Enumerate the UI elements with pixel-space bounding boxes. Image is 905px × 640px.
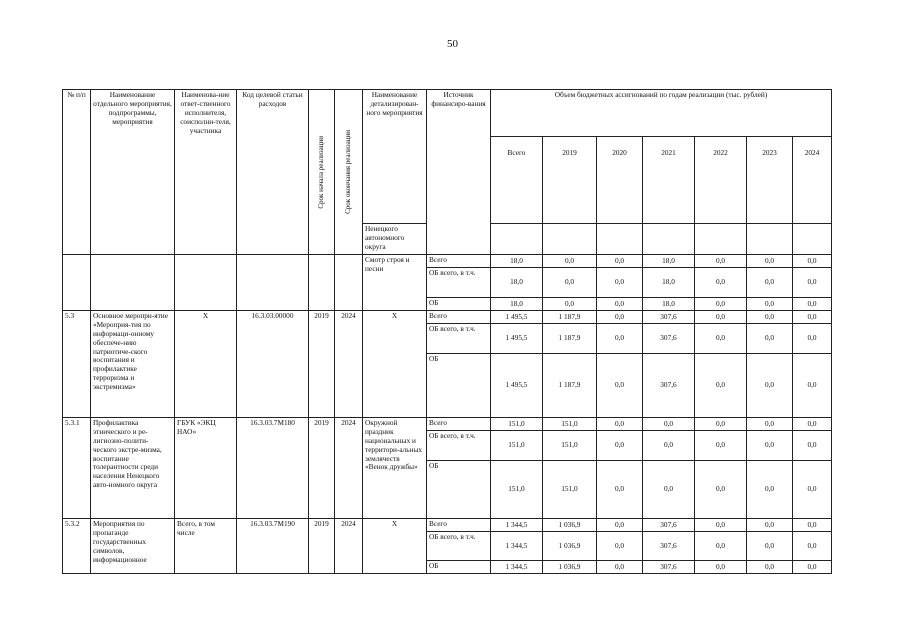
value-cell: 0,0 [597,354,643,418]
source-cell: ОБ [427,354,491,418]
row-executor: Х [175,311,237,418]
value-cell: 18,0 [491,255,543,268]
value-cell: 0,0 [695,255,747,268]
value-cell: 0,0 [747,532,793,561]
value-cell: 18,0 [491,298,543,311]
header-year-2024: 2024 [793,137,832,224]
source-cell: ОБ всего, в т.ч. [427,532,491,561]
value-cell: 0,0 [747,431,793,461]
value-cell: 0,0 [747,268,793,298]
row-start: 2019 [309,418,335,519]
value-cell: 151,0 [491,418,543,431]
row-code: 16.3.03.7М180 [237,418,309,519]
value-cell: 307,6 [643,354,695,418]
source-cell: ОБ [427,461,491,519]
value-cell: 0,0 [793,431,832,461]
value-cell: 0,0 [643,418,695,431]
row-detail: Х [363,311,427,418]
value-cell: 0,0 [597,255,643,268]
value-cell: 0,0 [695,311,747,324]
header-year-2021: 2021 [643,137,695,224]
value-cell: 0,0 [793,324,832,354]
value-cell: 1 495,5 [491,311,543,324]
value-cell: 307,6 [643,561,695,574]
value-cell: 1 036,9 [543,561,597,574]
value-cell: 0,0 [793,255,832,268]
value-cell: 0,0 [793,298,832,311]
value-cell: 0,0 [747,354,793,418]
value-cell: 0,0 [793,561,832,574]
value-cell: 0,0 [695,298,747,311]
row-end: 2024 [335,311,363,418]
value-cell: 0,0 [695,461,747,519]
value-cell: 0,0 [597,532,643,561]
row-code: 16.3.03.7М190 [237,519,309,574]
value-cell: 1 344,5 [491,519,543,532]
source-cell: ОБ [427,298,491,311]
value-cell: 0,0 [597,324,643,354]
row-name: Профилактика этнического и ре-лигиозно-полити-ческого экстре-мизма, воспитание толерантности среди населения Ненецкого авто-номного округа [91,418,175,519]
value-cell: 0,0 [747,324,793,354]
source-cell: Всего [427,311,491,324]
value-cell: 1 344,5 [491,532,543,561]
table-row [63,418,832,431]
value-cell: 0,0 [695,268,747,298]
row-detail: Окружной праздник национальных и территори-альных землячеств «Венок дружбы» [363,418,427,519]
row-detail: Х [363,519,427,574]
value-cell: 0,0 [747,418,793,431]
value-cell: 0,0 [747,461,793,519]
value-cell: 0,0 [695,431,747,461]
source-cell: ОБ всего, в т.ч. [427,324,491,354]
value-cell: 0,0 [793,354,832,418]
value-cell: 1 495,5 [491,324,543,354]
source-cell: Всего [427,255,491,268]
source-cell: Всего [427,519,491,532]
page-number: 50 [447,38,458,50]
value-cell: 0,0 [747,561,793,574]
row-start: 2019 [309,519,335,574]
row-executor: ГБУК «ЭКЦ НАО» [175,418,237,519]
header-volume: Объем бюджетных ассигнований по годам реализации (тыс. рублей) [491,90,832,137]
value-cell: 1 495,5 [491,354,543,418]
value-cell: 151,0 [491,431,543,461]
value-cell: 0,0 [543,298,597,311]
row-name: Мероприятия по пропаганде государственных символов, информационное [91,519,175,574]
header-year-2022: 2022 [695,137,747,224]
table-row [63,255,832,268]
value-cell: 18,0 [643,255,695,268]
source-cell: Всего [427,418,491,431]
value-cell: 151,0 [543,461,597,519]
value-cell: 307,6 [643,532,695,561]
row-number: 5.3 [63,311,91,418]
value-cell: 0,0 [793,268,832,298]
value-cell: 0,0 [597,561,643,574]
value-cell: 151,0 [543,431,597,461]
value-cell: 0,0 [543,268,597,298]
value-cell: 0,0 [597,418,643,431]
value-cell: 0,0 [695,354,747,418]
value-cell: 307,6 [643,324,695,354]
row-code: 16.3.03.00000 [237,311,309,418]
value-cell: 0,0 [793,311,832,324]
header-num: № п/п [63,90,91,255]
value-cell: 0,0 [597,461,643,519]
value-cell: 0,0 [597,519,643,532]
value-cell: 0,0 [793,461,832,519]
value-cell: 0,0 [793,532,832,561]
header-executor: Наименова-ние ответ-ственного исполнителя, соисполни-теля, участника [175,90,237,255]
header-code: Код целевой статьи расходов [237,90,309,255]
header-start: Срок начала реализации [309,90,335,255]
value-cell: 0,0 [747,519,793,532]
budget-table [62,89,832,574]
value-cell: 0,0 [695,532,747,561]
value-cell: 0,0 [643,431,695,461]
value-cell: 0,0 [695,519,747,532]
value-cell: 0,0 [793,418,832,431]
header-year-total: Всего [491,137,543,224]
source-cell: ОБ [427,561,491,574]
value-cell: 1 344,5 [491,561,543,574]
value-cell: 0,0 [747,311,793,324]
value-cell: 0,0 [747,255,793,268]
value-cell: 1 187,9 [543,311,597,324]
value-cell: 0,0 [543,255,597,268]
continuation-detail: Ненецкого автономного округа [363,224,427,255]
value-cell: 1 036,9 [543,532,597,561]
value-cell: 1 187,9 [543,324,597,354]
header-year-2020: 2020 [597,137,643,224]
header-source: Источник финансиро-вания [427,90,491,255]
table-row [63,519,832,532]
header-year-2019: 2019 [543,137,597,224]
value-cell: 1 036,9 [543,519,597,532]
header-detail: Наименование детализирован-ного мероприятия [363,90,427,224]
row-executor: Всего, в том числе [175,519,237,574]
value-cell: 0,0 [793,519,832,532]
value-cell: 0,0 [695,561,747,574]
value-cell: 151,0 [491,461,543,519]
value-cell: 307,6 [643,519,695,532]
row-end: 2024 [335,519,363,574]
header-end: Срок окончания реализации [335,90,363,255]
value-cell: 0,0 [695,418,747,431]
row-number: 5.3.2 [63,519,91,574]
value-cell: 0,0 [597,268,643,298]
source-cell: ОБ всего, в т.ч. [427,268,491,298]
value-cell: 307,6 [643,311,695,324]
row-number: 5.3.1 [63,418,91,519]
value-cell: 0,0 [597,298,643,311]
row-end: 2024 [335,418,363,519]
value-cell: 151,0 [543,418,597,431]
header-year-2023: 2023 [747,137,793,224]
value-cell: 0,0 [597,431,643,461]
row-start: 2019 [309,311,335,418]
table-row [63,311,832,324]
header-name: Наименование отдельного мероприятия, подпрограммы, мероприятия [91,90,175,255]
value-cell: 0,0 [747,298,793,311]
source-cell: ОБ всего, в т.ч. [427,431,491,461]
value-cell: 0,0 [695,324,747,354]
value-cell: 18,0 [491,268,543,298]
row-name: Основное меропри-ятие «Мероприя-тия по информаци-онному обеспече-нию патриотиче-ского воспитания и профилактике терроризма и экстремизма» [91,311,175,418]
detail-cell: Смотр строя и песни [363,255,427,311]
value-cell: 1 187,9 [543,354,597,418]
value-cell: 0,0 [643,461,695,519]
value-cell: 0,0 [597,311,643,324]
value-cell: 18,0 [643,268,695,298]
value-cell: 18,0 [643,298,695,311]
